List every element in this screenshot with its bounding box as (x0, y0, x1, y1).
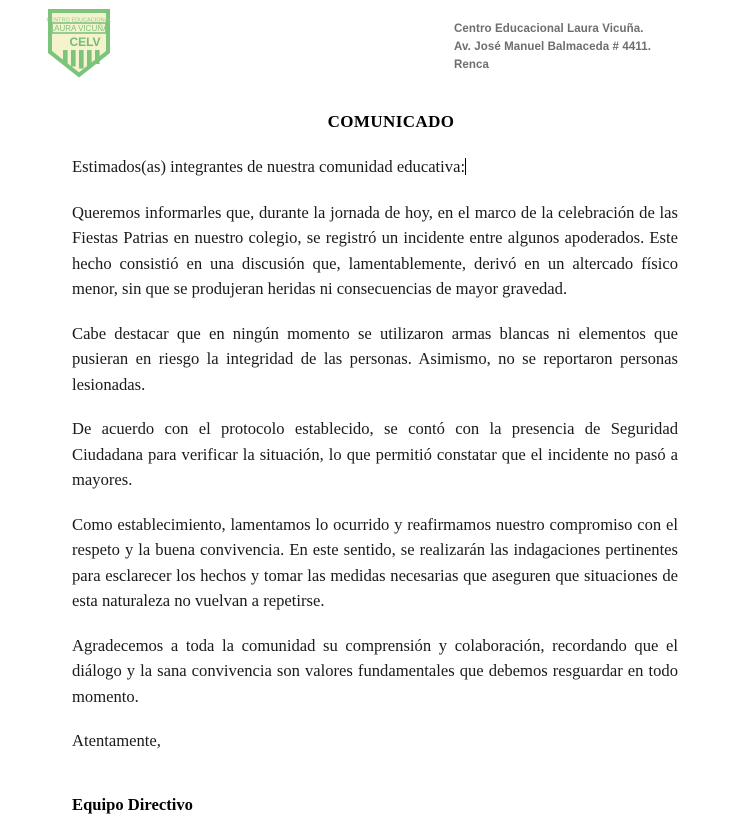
closing-line: Atentamente, (72, 731, 161, 750)
paragraph-1: Queremos informarles que, durante la jornada de hoy, en el marco de la celebración de las Fiestas Patrias en nuestro colegio, se registró un incidente entre algunos apoderados. Este hecho consistió en una discusión que, lamentablemente, derivó en un altercado físico menor, sin que se produjeran heridas ni consecuencias de mayor gravedad. (72, 202, 678, 298)
paragraph-2: Cabe destacar que en ningún momento se utilizaron armas blancas ni elementos que pusieran en riesgo la integridad de las personas. Asimismo, no se reportaron personas lesionadas. (72, 323, 678, 394)
org-line-name: Centro Educacional Laura Vicuña. (454, 23, 644, 35)
letterhead (0, 0, 748, 96)
organization-address (454, 20, 734, 74)
crest-banner-text: LAURA VICUÑA (49, 24, 109, 34)
text-cursor (465, 158, 466, 175)
signature-spacer (72, 754, 678, 792)
org-line-street: Av. José Manuel Balmaceda # 4411. (454, 41, 651, 53)
crest-acronym: CELV (69, 35, 101, 49)
paragraph-4: Como establecimiento, lamentamos lo ocurrido y reafirmamos nuestro compromiso con el respeto y la buena convivencia. En este sentido, se realizarán las indagaciones pertinentes para esclarecer los hechos y tomar las medidas necesarias que aseguren que situaciones de esta naturaleza no vuelvan a repetirse. (72, 514, 678, 610)
paragraph-3: De acuerdo con el protocolo establecido, se contó con la presencia de Seguridad Ciudadana para verificar la situación, lo que permitió constatar que el incidente no pasó a mayores. (72, 419, 678, 489)
greeting-text: Estimados(as) integrantes de nuestra comunidad educativa: (72, 157, 466, 176)
crest-svg (45, 8, 113, 78)
school-crest-shield-icon (45, 8, 113, 78)
page-title: COMUNICADO (327, 112, 455, 131)
greeting-line (72, 154, 678, 180)
crest-top-text: CENTRO EDUCACIONAL (46, 17, 112, 24)
signature-line: Equipo Directivo (72, 794, 193, 814)
paragraph-5: Agradecemos a toda la comunidad su comprensión y colaboración, recordando que el diálogo y la sana convivencia son valores fundamentales que debemos resguardar en todo momento. (72, 635, 678, 706)
org-line-commune: Renca (454, 59, 490, 71)
document-body (72, 112, 678, 817)
